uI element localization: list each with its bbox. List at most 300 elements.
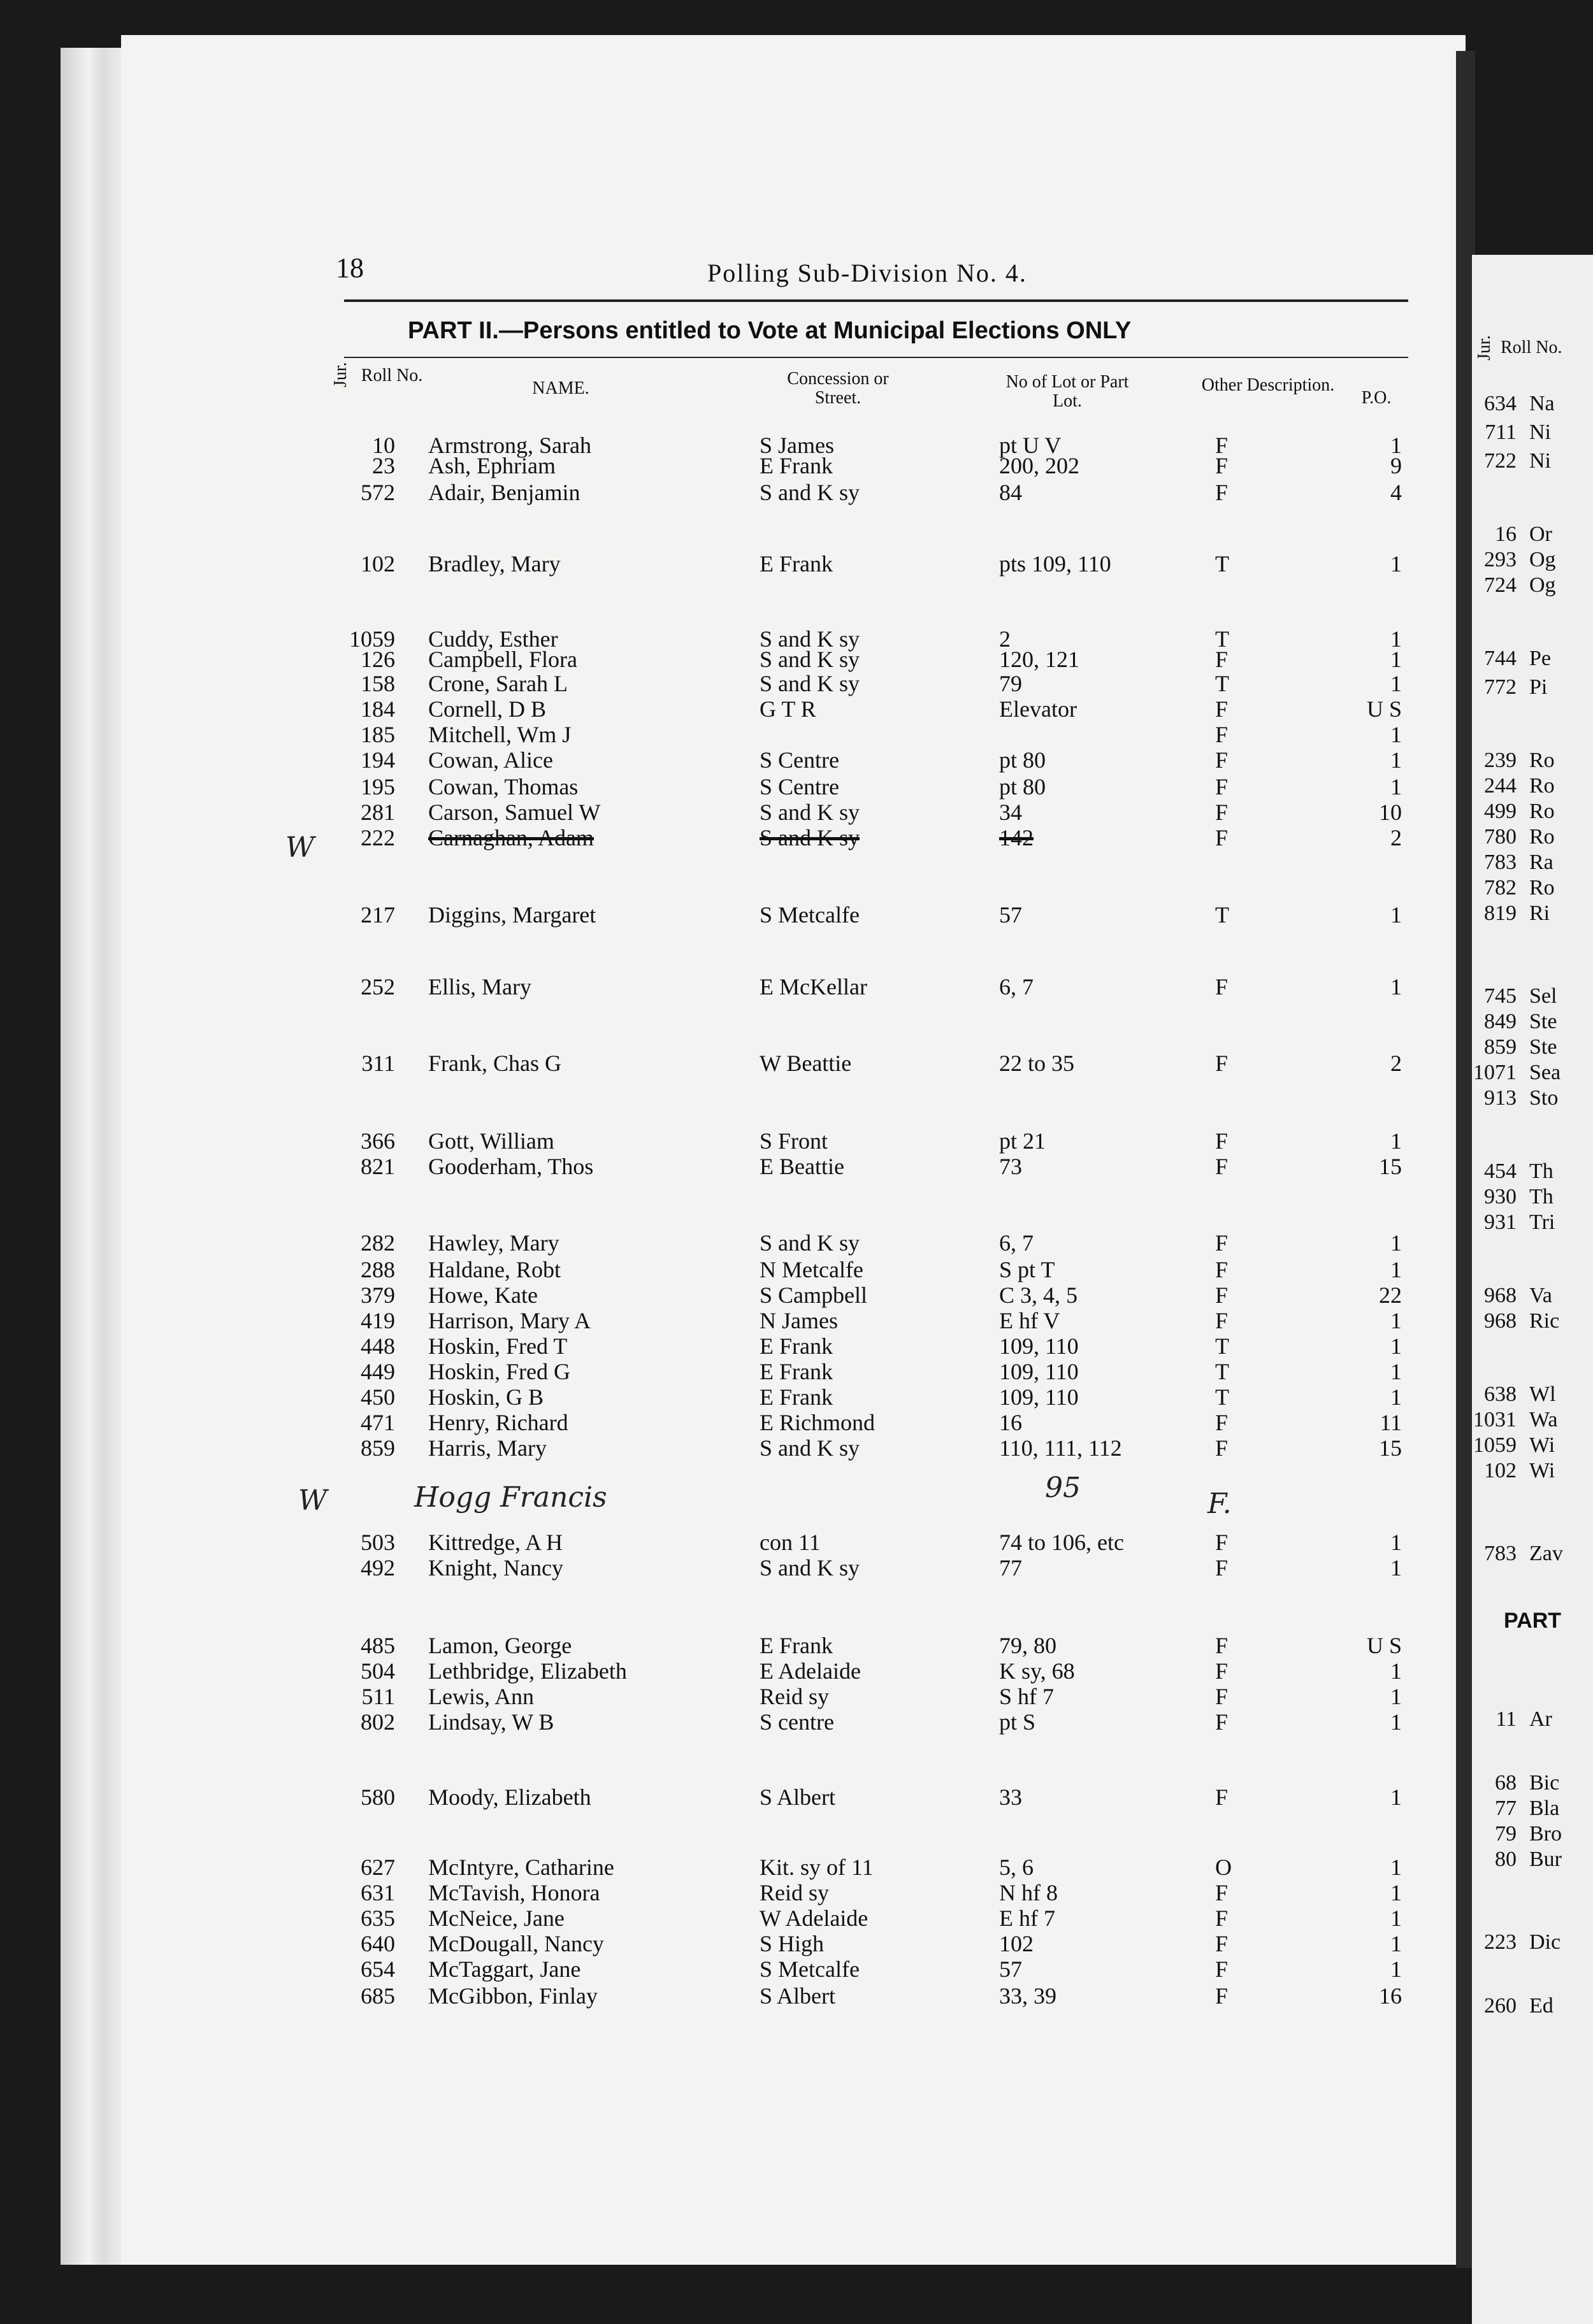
voter-name: McTavish, Honora — [428, 1880, 600, 1905]
roll-number: 627 — [361, 1854, 395, 1880]
voter-row — [0, 1784, 1466, 1812]
voter-name: McDougall, Nancy — [428, 1931, 604, 1956]
lot-number: 6, 7 — [999, 1230, 1034, 1256]
facing-roll-number: 745 — [1484, 984, 1517, 1008]
header-lot: No of Lot or Part Lot. — [1006, 372, 1129, 411]
lot-number: S pt T — [999, 1257, 1055, 1282]
post-office: 1 — [1390, 433, 1402, 458]
facing-roll-number: 1031 — [1473, 1408, 1517, 1431]
voter-row — [0, 1256, 1466, 1284]
facing-roll-number: 783 — [1484, 850, 1517, 874]
other-description: F — [1215, 696, 1229, 722]
facing-name: Og — [1529, 548, 1556, 571]
facing-roll-number: 293 — [1484, 548, 1517, 571]
voter-name: Howe, Kate — [428, 1282, 538, 1308]
roll-number: 194 — [361, 747, 395, 773]
concession-street: S and K sy — [760, 647, 860, 672]
post-office: 1 — [1390, 1308, 1402, 1333]
facing-roll-number: 102 — [1484, 1459, 1517, 1482]
facing-name: Dic — [1529, 1930, 1561, 1954]
voter-row — [0, 1683, 1466, 1711]
facing-roll-number: 968 — [1484, 1284, 1517, 1307]
concession-street: E Frank — [760, 1333, 833, 1359]
lot-number: pt 21 — [999, 1128, 1046, 1154]
roll-number: 504 — [361, 1658, 395, 1684]
facing-name: Va — [1529, 1284, 1552, 1307]
lot-number: 33, 39 — [999, 1983, 1056, 2009]
roll-number: 102 — [361, 551, 395, 577]
lot-number: 110, 111, 112 — [999, 1435, 1122, 1461]
concession-street: E McKellar — [760, 974, 867, 1000]
concession-street: E Frank — [760, 453, 833, 478]
lot-number: 102 — [999, 1931, 1034, 1956]
facing-name: Ar — [1529, 1707, 1552, 1731]
facing-name: Sel — [1529, 984, 1557, 1008]
lot-number: 74 to 106, etc — [999, 1530, 1124, 1555]
voter-row — [0, 1930, 1466, 1958]
facing-name: Ro — [1529, 825, 1555, 849]
roll-number: 185 — [361, 722, 395, 747]
concession-street: Reid sy — [760, 1684, 830, 1709]
roll-number: 419 — [361, 1308, 395, 1333]
other-description: F — [1215, 433, 1229, 458]
post-office: 1 — [1390, 1709, 1402, 1735]
roll-number: 222 — [361, 825, 395, 850]
facing-name: Wl — [1529, 1382, 1556, 1406]
concession-street: E Frank — [760, 551, 833, 577]
post-office: 1 — [1390, 902, 1402, 928]
voter-row — [0, 1409, 1466, 1437]
post-office: 1 — [1390, 1854, 1402, 1880]
facing-name: Wa — [1529, 1408, 1558, 1431]
concession-street: S Albert — [760, 1784, 836, 1810]
concession-street: S Front — [760, 1128, 828, 1154]
facing-roll-number: 1059 — [1473, 1433, 1517, 1457]
roll-number: 281 — [361, 800, 395, 825]
facing-roll-number: 239 — [1484, 749, 1517, 772]
other-description: F — [1215, 1956, 1229, 1982]
other-description: F — [1215, 774, 1229, 800]
lot-number: 6, 7 — [999, 974, 1034, 1000]
roll-number: 448 — [361, 1333, 395, 1359]
voter-row — [0, 1709, 1466, 1737]
facing-roll-number: 819 — [1484, 901, 1517, 925]
facing-name: Ni — [1529, 420, 1551, 444]
other-description: F — [1215, 1282, 1229, 1308]
post-office: 1 — [1390, 1257, 1402, 1282]
handwritten-lot: 95 — [1045, 1472, 1081, 1504]
handwritten-desc: F. — [1207, 1488, 1232, 1520]
voter-name: Cornell, D B — [428, 696, 546, 722]
voter-row — [0, 1384, 1466, 1412]
voter-row — [0, 1632, 1466, 1660]
post-office: 1 — [1390, 1384, 1402, 1410]
voter-name: McIntyre, Catharine — [428, 1854, 614, 1880]
voter-name: Henry, Richard — [428, 1410, 568, 1435]
post-office: 2 — [1390, 1051, 1402, 1076]
roll-number: 1059 — [349, 626, 395, 652]
concession-street: Reid sy — [760, 1880, 830, 1905]
post-office: 1 — [1390, 647, 1402, 672]
voter-name: Cowan, Alice — [428, 747, 553, 773]
lot-number: 84 — [999, 480, 1022, 505]
concession-street: S and K sy — [760, 800, 860, 825]
roll-number: 580 — [361, 1784, 395, 1810]
concession-street: E Frank — [760, 1633, 833, 1658]
roll-number: 511 — [361, 1684, 395, 1709]
voter-name: Crone, Sarah L — [428, 671, 568, 696]
voter-row — [0, 1282, 1466, 1310]
facing-header-jur: Jur. — [1474, 335, 1494, 361]
post-office: 1 — [1390, 1931, 1402, 1956]
facing-name: Ste — [1529, 1035, 1557, 1059]
voter-row — [0, 1230, 1466, 1258]
roll-number: 492 — [361, 1555, 395, 1581]
voter-row — [0, 452, 1466, 480]
other-description: F — [1215, 1633, 1229, 1658]
voter-row — [0, 1358, 1466, 1386]
voter-name: Lindsay, W B — [428, 1709, 554, 1735]
part-heading: PART II.—Persons entitled to Vote at Municipal Elections ONLY — [408, 317, 1132, 344]
voter-row — [0, 1333, 1466, 1361]
lot-number: 79 — [999, 671, 1022, 696]
voter-name: Harris, Mary — [428, 1435, 547, 1461]
post-office: 2 — [1390, 825, 1402, 850]
other-description: F — [1215, 1784, 1229, 1810]
concession-street: S Metcalfe — [760, 1956, 860, 1982]
lot-number: 77 — [999, 1555, 1022, 1581]
roll-number: 288 — [361, 1257, 395, 1282]
voter-name: McNeice, Jane — [428, 1905, 565, 1931]
post-office: 10 — [1379, 800, 1402, 825]
facing-roll-number: 849 — [1484, 1010, 1517, 1033]
voter-row — [0, 1128, 1466, 1156]
facing-roll-number: 499 — [1484, 800, 1517, 823]
facing-name: Th — [1529, 1159, 1553, 1183]
voter-row — [0, 1050, 1466, 1078]
roll-number: 195 — [361, 774, 395, 800]
facing-name: Pe — [1529, 647, 1551, 670]
roll-number: 802 — [361, 1709, 395, 1735]
other-description: F — [1215, 747, 1229, 773]
top-rule — [344, 299, 1408, 302]
voter-name: Kittredge, A H — [428, 1530, 563, 1555]
lot-number: 142 — [999, 825, 1034, 850]
concession-street: E Adelaide — [760, 1658, 861, 1684]
facing-roll-number: 711 — [1485, 420, 1517, 444]
voter-name: Ellis, Mary — [428, 974, 531, 1000]
facing-header-roll: Roll No. — [1501, 338, 1562, 357]
concession-street: S and K sy — [760, 480, 860, 505]
post-office: U S — [1366, 1633, 1402, 1658]
roll-number: 485 — [361, 1633, 395, 1658]
facing-name: Bla — [1529, 1797, 1560, 1820]
lot-number: K sy, 68 — [999, 1658, 1075, 1684]
roll-number: 654 — [361, 1956, 395, 1982]
facing-name: Ri — [1529, 901, 1550, 925]
post-office: 1 — [1390, 722, 1402, 747]
post-office: 15 — [1379, 1435, 1402, 1461]
facing-name: Ed — [1529, 1994, 1553, 2018]
lot-number: Elevator — [999, 696, 1077, 722]
roll-number: 503 — [361, 1530, 395, 1555]
roll-number: 449 — [361, 1359, 395, 1384]
voter-name: Lethbridge, Elizabeth — [428, 1658, 627, 1684]
facing-name: Sea — [1529, 1061, 1561, 1084]
voter-name: Adair, Benjamin — [428, 480, 580, 505]
roll-number: 685 — [361, 1983, 395, 2009]
other-description: F — [1215, 1983, 1229, 2009]
post-office: 1 — [1390, 1555, 1402, 1581]
voter-name: Ash, Ephriam — [428, 453, 556, 478]
concession-street: W Adelaide — [760, 1905, 869, 1931]
lot-number: 109, 110 — [999, 1359, 1079, 1384]
facing-name: Bro — [1529, 1822, 1562, 1846]
lot-number: S hf 7 — [999, 1684, 1055, 1709]
roll-number: 450 — [361, 1384, 395, 1410]
other-description: F — [1215, 1257, 1229, 1282]
voter-name: Knight, Nancy — [428, 1555, 563, 1581]
other-description: F — [1215, 1435, 1229, 1461]
voter-row — [0, 1983, 1466, 2011]
facing-roll-number: 454 — [1484, 1159, 1517, 1183]
voter-name: Gott, William — [428, 1128, 554, 1154]
voter-row — [0, 973, 1466, 1001]
post-office: 1 — [1390, 974, 1402, 1000]
voter-row — [0, 721, 1466, 749]
other-description: F — [1215, 1051, 1229, 1076]
voter-name: Frank, Chas G — [428, 1051, 561, 1076]
facing-roll-number: 722 — [1484, 449, 1517, 473]
voter-name: Carson, Samuel W — [428, 800, 601, 825]
facing-roll-number: 244 — [1484, 774, 1517, 798]
facing-name: Ste — [1529, 1010, 1557, 1033]
post-office: 1 — [1390, 1956, 1402, 1982]
other-description: F — [1215, 1230, 1229, 1256]
facing-roll-number: 772 — [1484, 675, 1517, 699]
facing-name: Or — [1529, 522, 1552, 546]
voter-row — [0, 1307, 1466, 1335]
post-office: 1 — [1390, 1530, 1402, 1555]
other-description: O — [1215, 1854, 1232, 1880]
margin-mark-2: W — [298, 1484, 328, 1517]
voter-name: McTaggart, Jane — [428, 1956, 581, 1982]
facing-name: Bic — [1529, 1771, 1560, 1795]
facing-roll-number: 930 — [1484, 1185, 1517, 1209]
facing-name: Ro — [1529, 749, 1555, 772]
voter-row — [0, 479, 1466, 507]
roll-number: 379 — [361, 1282, 395, 1308]
page-number: 18 — [336, 252, 364, 283]
roll-number: 471 — [361, 1410, 395, 1435]
facing-name: Ric — [1529, 1309, 1560, 1333]
lot-number: 33 — [999, 1784, 1022, 1810]
roll-number: 184 — [361, 696, 395, 722]
lot-number: E hf 7 — [999, 1905, 1055, 1931]
facing-roll-number: 68 — [1495, 1771, 1517, 1795]
post-office: 1 — [1390, 1230, 1402, 1256]
voter-row — [0, 1153, 1466, 1181]
header-name: NAME. — [532, 378, 589, 398]
roll-number: 158 — [361, 671, 395, 696]
facing-roll-number: 634 — [1484, 392, 1517, 415]
facing-roll-number: 11 — [1496, 1707, 1517, 1731]
voter-name: Diggins, Margaret — [428, 902, 596, 928]
post-office: 22 — [1379, 1282, 1402, 1308]
facing-roll-number: 744 — [1484, 647, 1517, 670]
roll-number: 252 — [361, 974, 395, 1000]
voter-row — [0, 696, 1466, 724]
concession-street: E Beattie — [760, 1154, 844, 1179]
lot-number: 57 — [999, 1956, 1022, 1982]
lot-number: N hf 8 — [999, 1880, 1058, 1905]
other-description: F — [1215, 1905, 1229, 1931]
other-description: F — [1215, 1684, 1229, 1709]
facing-roll-number: 724 — [1484, 573, 1517, 597]
heading-rule — [344, 357, 1408, 358]
facing-roll-number: 1071 — [1473, 1061, 1517, 1084]
voter-row — [0, 799, 1466, 827]
other-description: F — [1215, 1154, 1229, 1179]
facing-name: Bur — [1529, 1847, 1562, 1871]
other-description: F — [1215, 825, 1229, 850]
roll-number: 631 — [361, 1880, 395, 1905]
facing-roll-number: 16 — [1495, 522, 1517, 546]
other-description: F — [1215, 1658, 1229, 1684]
concession-street: S Campbell — [760, 1282, 867, 1308]
voter-name: McGibbon, Finlay — [428, 1983, 598, 2009]
voter-name: Mitchell, Wm J — [428, 722, 572, 747]
roll-number: 311 — [361, 1051, 395, 1076]
other-description: F — [1215, 1410, 1229, 1435]
post-office: 1 — [1390, 1128, 1402, 1154]
post-office: 1 — [1390, 1359, 1402, 1384]
concession-street: E Richmond — [760, 1410, 875, 1435]
post-office: 1 — [1390, 1880, 1402, 1905]
lot-number: 57 — [999, 902, 1022, 928]
post-office: 1 — [1390, 1658, 1402, 1684]
concession-street: E Frank — [760, 1359, 833, 1384]
concession-street: E Frank — [760, 1384, 833, 1410]
lot-number: 34 — [999, 800, 1022, 825]
concession-street: S Metcalfe — [760, 902, 860, 928]
voter-name: Haldane, Robt — [428, 1257, 561, 1282]
lot-number: pt U V — [999, 433, 1062, 458]
voter-row — [0, 1879, 1466, 1907]
voter-row — [0, 1554, 1466, 1582]
post-office: 1 — [1390, 671, 1402, 696]
roll-number: 10 — [372, 433, 395, 458]
facing-name: Ni — [1529, 449, 1551, 473]
lot-number: pts 109, 110 — [999, 551, 1111, 577]
voter-row — [0, 550, 1466, 578]
roll-number: 23 — [372, 453, 395, 478]
header-po: P.O. — [1361, 388, 1392, 408]
other-description: T — [1215, 671, 1229, 696]
roll-number: 821 — [361, 1154, 395, 1179]
other-description: F — [1215, 647, 1229, 672]
lot-number: 120, 121 — [999, 647, 1079, 672]
facing-name: Wi — [1529, 1459, 1555, 1482]
roll-number: 635 — [361, 1905, 395, 1931]
voter-name: Cowan, Thomas — [428, 774, 579, 800]
lot-number: 109, 110 — [999, 1333, 1079, 1359]
voter-row — [0, 1854, 1466, 1882]
other-description: F — [1215, 800, 1229, 825]
facing-roll-number: 782 — [1484, 876, 1517, 900]
facing-roll-number: 80 — [1495, 1847, 1517, 1871]
concession-street: S and K sy — [760, 671, 860, 696]
facing-roll-number: 223 — [1484, 1930, 1517, 1954]
facing-name: Ra — [1529, 850, 1553, 874]
roll-number: 859 — [361, 1435, 395, 1461]
voter-name: Armstrong, Sarah — [428, 433, 591, 458]
concession-street: S and K sy — [760, 626, 860, 652]
concession-street: S James — [760, 433, 834, 458]
post-office: 1 — [1390, 774, 1402, 800]
concession-street: S Centre — [760, 774, 839, 800]
facing-name: Ro — [1529, 774, 1555, 798]
running-head: Polling Sub-Division No. 4. — [707, 259, 1027, 287]
post-office: 1 — [1390, 747, 1402, 773]
facing-page — [1472, 255, 1593, 2324]
voter-row — [0, 773, 1466, 801]
handwritten-name: Hogg Francis — [414, 1481, 607, 1514]
facing-roll-number: 783 — [1484, 1542, 1517, 1565]
post-office: 15 — [1379, 1154, 1402, 1179]
other-description: F — [1215, 1880, 1229, 1905]
other-description: F — [1215, 1709, 1229, 1735]
post-office: 1 — [1390, 626, 1402, 652]
facing-part-label: PART — [1504, 1609, 1562, 1633]
other-description: F — [1215, 480, 1229, 505]
lot-number: 2 — [999, 626, 1011, 652]
lot-number: E hf V — [999, 1308, 1060, 1333]
roll-number: 282 — [361, 1230, 395, 1256]
other-description: T — [1215, 551, 1229, 577]
voter-name: Hawley, Mary — [428, 1230, 559, 1256]
concession-street: W Beattie — [760, 1051, 852, 1076]
post-office: 1 — [1390, 1905, 1402, 1931]
concession-street: G T R — [760, 696, 816, 722]
roll-number: 572 — [361, 480, 395, 505]
voter-row — [0, 747, 1466, 775]
concession-street: S Albert — [760, 1983, 836, 2009]
lot-number: 22 to 35 — [999, 1051, 1075, 1076]
lot-number: pt 80 — [999, 774, 1046, 800]
voter-name: Bradley, Mary — [428, 551, 561, 577]
concession-street: N James — [760, 1308, 838, 1333]
lot-number: 79, 80 — [999, 1633, 1056, 1658]
facing-roll-number: 260 — [1484, 1994, 1517, 2018]
concession-street: S and K sy — [760, 825, 860, 850]
voter-name: Lamon, George — [428, 1633, 572, 1658]
facing-name: Sto — [1529, 1086, 1559, 1110]
facing-roll-number: 77 — [1495, 1797, 1517, 1820]
facing-roll-number: 968 — [1484, 1309, 1517, 1333]
voter-row — [0, 824, 1466, 852]
post-office: 9 — [1390, 453, 1402, 478]
post-office: 4 — [1390, 480, 1402, 505]
post-office: 11 — [1380, 1410, 1402, 1435]
voter-name: Moody, Elizabeth — [428, 1784, 591, 1810]
voter-name: Hoskin, G B — [428, 1384, 544, 1410]
facing-roll-number: 638 — [1484, 1382, 1517, 1406]
voter-name: Cuddy, Esther — [428, 626, 558, 652]
other-description: T — [1215, 1333, 1229, 1359]
voter-row — [0, 901, 1466, 929]
voter-row — [0, 1658, 1466, 1686]
